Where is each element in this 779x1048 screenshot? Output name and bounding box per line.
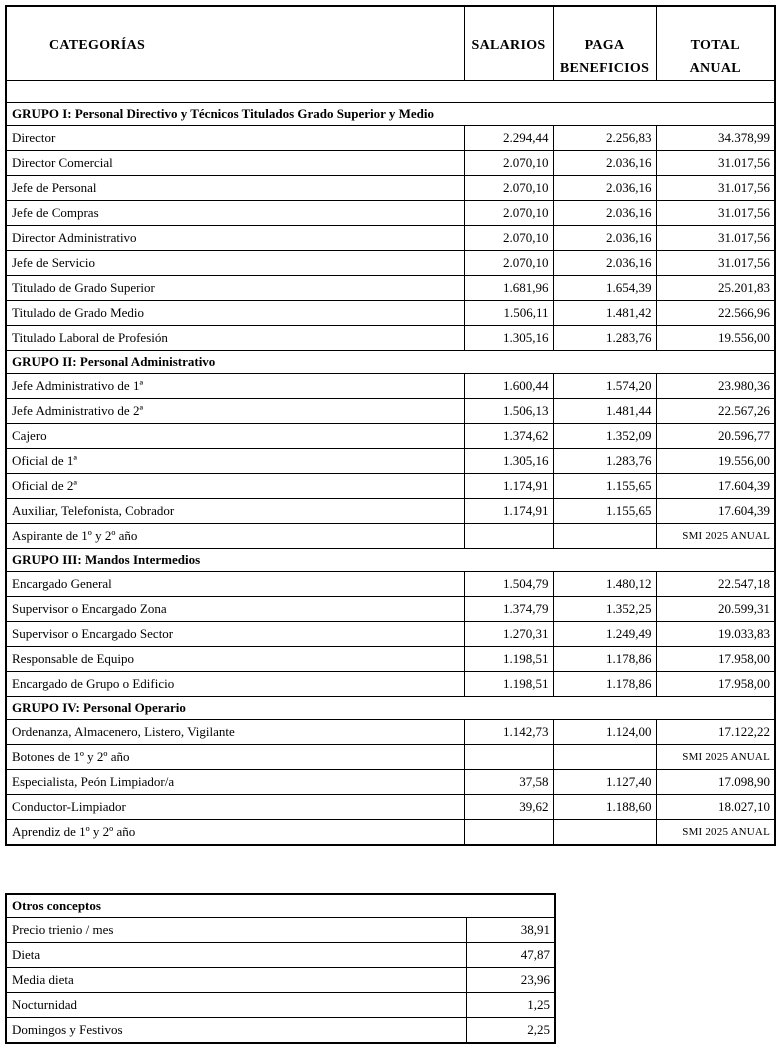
total-anual-cell: 19.033,83 bbox=[656, 622, 775, 647]
salario-cell: 1.174,91 bbox=[464, 474, 553, 499]
otros-conceptos-row bbox=[6, 943, 555, 968]
category-cell: Director Comercial bbox=[6, 151, 464, 176]
total-anual-cell: 31.017,56 bbox=[656, 251, 775, 276]
total-anual-cell: SMI 2025 ANUAL bbox=[656, 745, 775, 770]
col-header-total-line1: TOTAL bbox=[690, 38, 740, 53]
paga-beneficios-cell: 2.036,16 bbox=[553, 226, 656, 251]
salary-row bbox=[6, 720, 775, 745]
total-anual-cell: 17.098,90 bbox=[656, 770, 775, 795]
paga-beneficios-cell: 2.036,16 bbox=[553, 176, 656, 201]
paga-beneficios-cell: 1.178,86 bbox=[553, 672, 656, 697]
total-anual-cell: SMI 2025 ANUAL bbox=[656, 524, 775, 549]
group-header-row bbox=[6, 351, 775, 374]
total-anual-cell: 20.599,31 bbox=[656, 597, 775, 622]
total-anual-cell: 31.017,56 bbox=[656, 151, 775, 176]
total-anual-cell: 31.017,56 bbox=[656, 201, 775, 226]
col-header-salarios-label: SALARIOS bbox=[471, 38, 546, 53]
paga-beneficios-cell: 2.036,16 bbox=[553, 201, 656, 226]
salary-row bbox=[6, 424, 775, 449]
category-cell: Director Administrativo bbox=[6, 226, 464, 251]
category-cell: Encargado de Grupo o Edificio bbox=[6, 672, 464, 697]
otros-conceptos-title-row bbox=[6, 894, 555, 918]
salary-row bbox=[6, 820, 775, 846]
concepto-label-cell: Dieta bbox=[6, 943, 466, 968]
salary-row bbox=[6, 622, 775, 647]
salary-table-header-row bbox=[6, 6, 775, 81]
concepto-value-cell: 1,25 bbox=[466, 993, 555, 1018]
salary-row bbox=[6, 276, 775, 301]
concepto-label-cell: Domingos y Festivos bbox=[6, 1018, 466, 1044]
otros-conceptos-row bbox=[6, 993, 555, 1018]
paga-beneficios-cell bbox=[553, 745, 656, 770]
total-anual-cell: 22.547,18 bbox=[656, 572, 775, 597]
group-title: GRUPO III: Mandos Intermedios bbox=[12, 552, 201, 567]
category-cell: Jefe de Servicio bbox=[6, 251, 464, 276]
salario-cell: 2.070,10 bbox=[464, 201, 553, 226]
paga-beneficios-cell: 1.178,86 bbox=[553, 647, 656, 672]
otros-conceptos-row bbox=[6, 1018, 555, 1044]
total-anual-cell: 25.201,83 bbox=[656, 276, 775, 301]
salary-row bbox=[6, 597, 775, 622]
category-cell: Director bbox=[6, 126, 464, 151]
paga-beneficios-cell: 1.481,44 bbox=[553, 399, 656, 424]
paga-beneficios-cell: 1.124,00 bbox=[553, 720, 656, 745]
category-cell: Titulado de Grado Medio bbox=[6, 301, 464, 326]
total-anual-cell: 17.958,00 bbox=[656, 672, 775, 697]
salary-row bbox=[6, 399, 775, 424]
total-anual-cell: 19.556,00 bbox=[656, 326, 775, 351]
category-cell: Especialista, Peón Limpiador/a bbox=[6, 770, 464, 795]
paga-beneficios-cell: 1.188,60 bbox=[553, 795, 656, 820]
salario-cell: 1.198,51 bbox=[464, 672, 553, 697]
salario-cell bbox=[464, 820, 553, 846]
salary-row bbox=[6, 326, 775, 351]
total-anual-cell: 20.596,77 bbox=[656, 424, 775, 449]
paga-beneficios-cell: 1.481,42 bbox=[553, 301, 656, 326]
concepto-value-cell: 47,87 bbox=[466, 943, 555, 968]
otros-conceptos-title: Otros conceptos bbox=[6, 894, 555, 918]
paga-beneficios-cell: 1.352,09 bbox=[553, 424, 656, 449]
salario-cell: 1.600,44 bbox=[464, 374, 553, 399]
otros-conceptos-row bbox=[6, 918, 555, 943]
salario-cell: 1.174,91 bbox=[464, 499, 553, 524]
salario-cell: 37,58 bbox=[464, 770, 553, 795]
category-cell: Jefe de Personal bbox=[6, 176, 464, 201]
salario-cell: 1.270,31 bbox=[464, 622, 553, 647]
col-header-paga-line2: BENEFICIOS bbox=[559, 61, 650, 76]
paga-beneficios-cell: 1.155,65 bbox=[553, 474, 656, 499]
salary-row bbox=[6, 301, 775, 326]
category-cell: Jefe Administrativo de 2ª bbox=[6, 399, 464, 424]
category-cell: Ordenanza, Almacenero, Listero, Vigilante bbox=[6, 720, 464, 745]
total-anual-cell: 17.604,39 bbox=[656, 474, 775, 499]
paga-beneficios-cell: 1.654,39 bbox=[553, 276, 656, 301]
category-cell: Aprendiz de 1º y 2º año bbox=[6, 820, 464, 846]
group-header-row bbox=[6, 697, 775, 720]
concepto-label-cell: Precio trienio / mes bbox=[6, 918, 466, 943]
group-header-row bbox=[6, 549, 775, 572]
category-cell: Encargado General bbox=[6, 572, 464, 597]
paga-beneficios-cell bbox=[553, 820, 656, 846]
total-anual-cell: 17.958,00 bbox=[656, 647, 775, 672]
category-cell: Botones de 1º y 2º año bbox=[6, 745, 464, 770]
col-header-paga-beneficios bbox=[553, 6, 656, 81]
spacer-row bbox=[6, 81, 775, 103]
category-cell: Jefe de Compras bbox=[6, 201, 464, 226]
salary-row bbox=[6, 647, 775, 672]
salario-cell: 1.305,16 bbox=[464, 326, 553, 351]
salario-cell: 2.294,44 bbox=[464, 126, 553, 151]
salario-cell: 1.504,79 bbox=[464, 572, 553, 597]
concepto-label-cell: Nocturnidad bbox=[6, 993, 466, 1018]
paga-beneficios-cell: 1.283,76 bbox=[553, 326, 656, 351]
salary-table-body bbox=[6, 103, 775, 846]
salario-cell: 1.506,13 bbox=[464, 399, 553, 424]
concepto-value-cell: 38,91 bbox=[466, 918, 555, 943]
concepto-label-cell: Media dieta bbox=[6, 968, 466, 993]
group-title-cell bbox=[6, 103, 775, 126]
salario-cell: 1.142,73 bbox=[464, 720, 553, 745]
salary-row bbox=[6, 795, 775, 820]
salary-row bbox=[6, 126, 775, 151]
category-cell: Supervisor o Encargado Zona bbox=[6, 597, 464, 622]
paga-beneficios-cell: 1.352,25 bbox=[553, 597, 656, 622]
salario-cell: 1.681,96 bbox=[464, 276, 553, 301]
salary-row bbox=[6, 151, 775, 176]
category-cell: Responsable de Equipo bbox=[6, 647, 464, 672]
group-header-row bbox=[6, 103, 775, 126]
col-header-paga-line1: PAGA bbox=[584, 38, 625, 53]
salario-cell: 1.374,79 bbox=[464, 597, 553, 622]
salario-cell: 1.305,16 bbox=[464, 449, 553, 474]
paga-beneficios-cell: 2.256,83 bbox=[553, 126, 656, 151]
concepto-value-cell: 2,25 bbox=[466, 1018, 555, 1044]
salary-row bbox=[6, 474, 775, 499]
total-anual-cell: SMI 2025 ANUAL bbox=[656, 820, 775, 846]
total-anual-cell: 18.027,10 bbox=[656, 795, 775, 820]
spacer-cell bbox=[6, 81, 775, 103]
salary-row bbox=[6, 770, 775, 795]
col-header-categorias bbox=[6, 6, 464, 81]
category-cell: Jefe Administrativo de 1ª bbox=[6, 374, 464, 399]
paga-beneficios-cell: 2.036,16 bbox=[553, 251, 656, 276]
category-cell: Conductor-Limpiador bbox=[6, 795, 464, 820]
category-cell: Aspirante de 1º y 2º año bbox=[6, 524, 464, 549]
paga-beneficios-cell: 1.574,20 bbox=[553, 374, 656, 399]
paga-beneficios-cell: 2.036,16 bbox=[553, 151, 656, 176]
salary-row bbox=[6, 572, 775, 597]
salario-cell: 39,62 bbox=[464, 795, 553, 820]
paga-beneficios-cell: 1.480,12 bbox=[553, 572, 656, 597]
salario-cell: 2.070,10 bbox=[464, 226, 553, 251]
otros-conceptos-table bbox=[5, 893, 556, 1044]
salario-cell bbox=[464, 524, 553, 549]
otros-conceptos-row bbox=[6, 968, 555, 993]
salario-cell: 2.070,10 bbox=[464, 176, 553, 201]
salary-row bbox=[6, 201, 775, 226]
col-header-total-anual bbox=[656, 6, 775, 81]
salario-cell: 1.374,62 bbox=[464, 424, 553, 449]
salario-cell: 1.506,11 bbox=[464, 301, 553, 326]
col-header-salarios bbox=[464, 6, 553, 81]
col-header-categorias-label: CATEGORÍAS bbox=[49, 38, 146, 53]
category-cell: Auxiliar, Telefonista, Cobrador bbox=[6, 499, 464, 524]
salary-row bbox=[6, 449, 775, 474]
salary-row bbox=[6, 745, 775, 770]
group-title-cell bbox=[6, 549, 775, 572]
paga-beneficios-cell: 1.127,40 bbox=[553, 770, 656, 795]
group-title-cell bbox=[6, 351, 775, 374]
paga-beneficios-cell: 1.249,49 bbox=[553, 622, 656, 647]
total-anual-cell: 17.122,22 bbox=[656, 720, 775, 745]
salario-cell bbox=[464, 745, 553, 770]
total-anual-cell: 23.980,36 bbox=[656, 374, 775, 399]
salario-cell: 1.198,51 bbox=[464, 647, 553, 672]
paga-beneficios-cell: 1.155,65 bbox=[553, 499, 656, 524]
salary-row bbox=[6, 499, 775, 524]
category-cell: Cajero bbox=[6, 424, 464, 449]
col-header-total-line2: ANUAL bbox=[689, 61, 741, 76]
total-anual-cell: 17.604,39 bbox=[656, 499, 775, 524]
salary-table bbox=[5, 5, 776, 846]
salary-row bbox=[6, 251, 775, 276]
paga-beneficios-cell bbox=[553, 524, 656, 549]
salario-cell: 2.070,10 bbox=[464, 251, 553, 276]
group-title: GRUPO IV: Personal Operario bbox=[12, 700, 186, 715]
total-anual-cell: 34.378,99 bbox=[656, 126, 775, 151]
total-anual-cell: 22.566,96 bbox=[656, 301, 775, 326]
category-cell: Oficial de 1ª bbox=[6, 449, 464, 474]
salary-row bbox=[6, 524, 775, 549]
group-title: GRUPO I: Personal Directivo y Técnicos Titulados Grado Superior y Medio bbox=[12, 106, 435, 121]
category-cell: Oficial de 2ª bbox=[6, 474, 464, 499]
total-anual-cell: 31.017,56 bbox=[656, 226, 775, 251]
paga-beneficios-cell: 1.283,76 bbox=[553, 449, 656, 474]
concepto-value-cell: 23,96 bbox=[466, 968, 555, 993]
total-anual-cell: 31.017,56 bbox=[656, 176, 775, 201]
total-anual-cell: 19.556,00 bbox=[656, 449, 775, 474]
salario-cell: 2.070,10 bbox=[464, 151, 553, 176]
group-title: GRUPO II: Personal Administrativo bbox=[12, 354, 216, 369]
category-cell: Supervisor o Encargado Sector bbox=[6, 622, 464, 647]
category-cell: Titulado Laboral de Profesión bbox=[6, 326, 464, 351]
salary-row bbox=[6, 226, 775, 251]
total-anual-cell: 22.567,26 bbox=[656, 399, 775, 424]
salary-row bbox=[6, 374, 775, 399]
category-cell: Titulado de Grado Superior bbox=[6, 276, 464, 301]
salary-row bbox=[6, 672, 775, 697]
otros-conceptos-body bbox=[6, 894, 555, 1043]
salary-row bbox=[6, 176, 775, 201]
group-title-cell bbox=[6, 697, 775, 720]
